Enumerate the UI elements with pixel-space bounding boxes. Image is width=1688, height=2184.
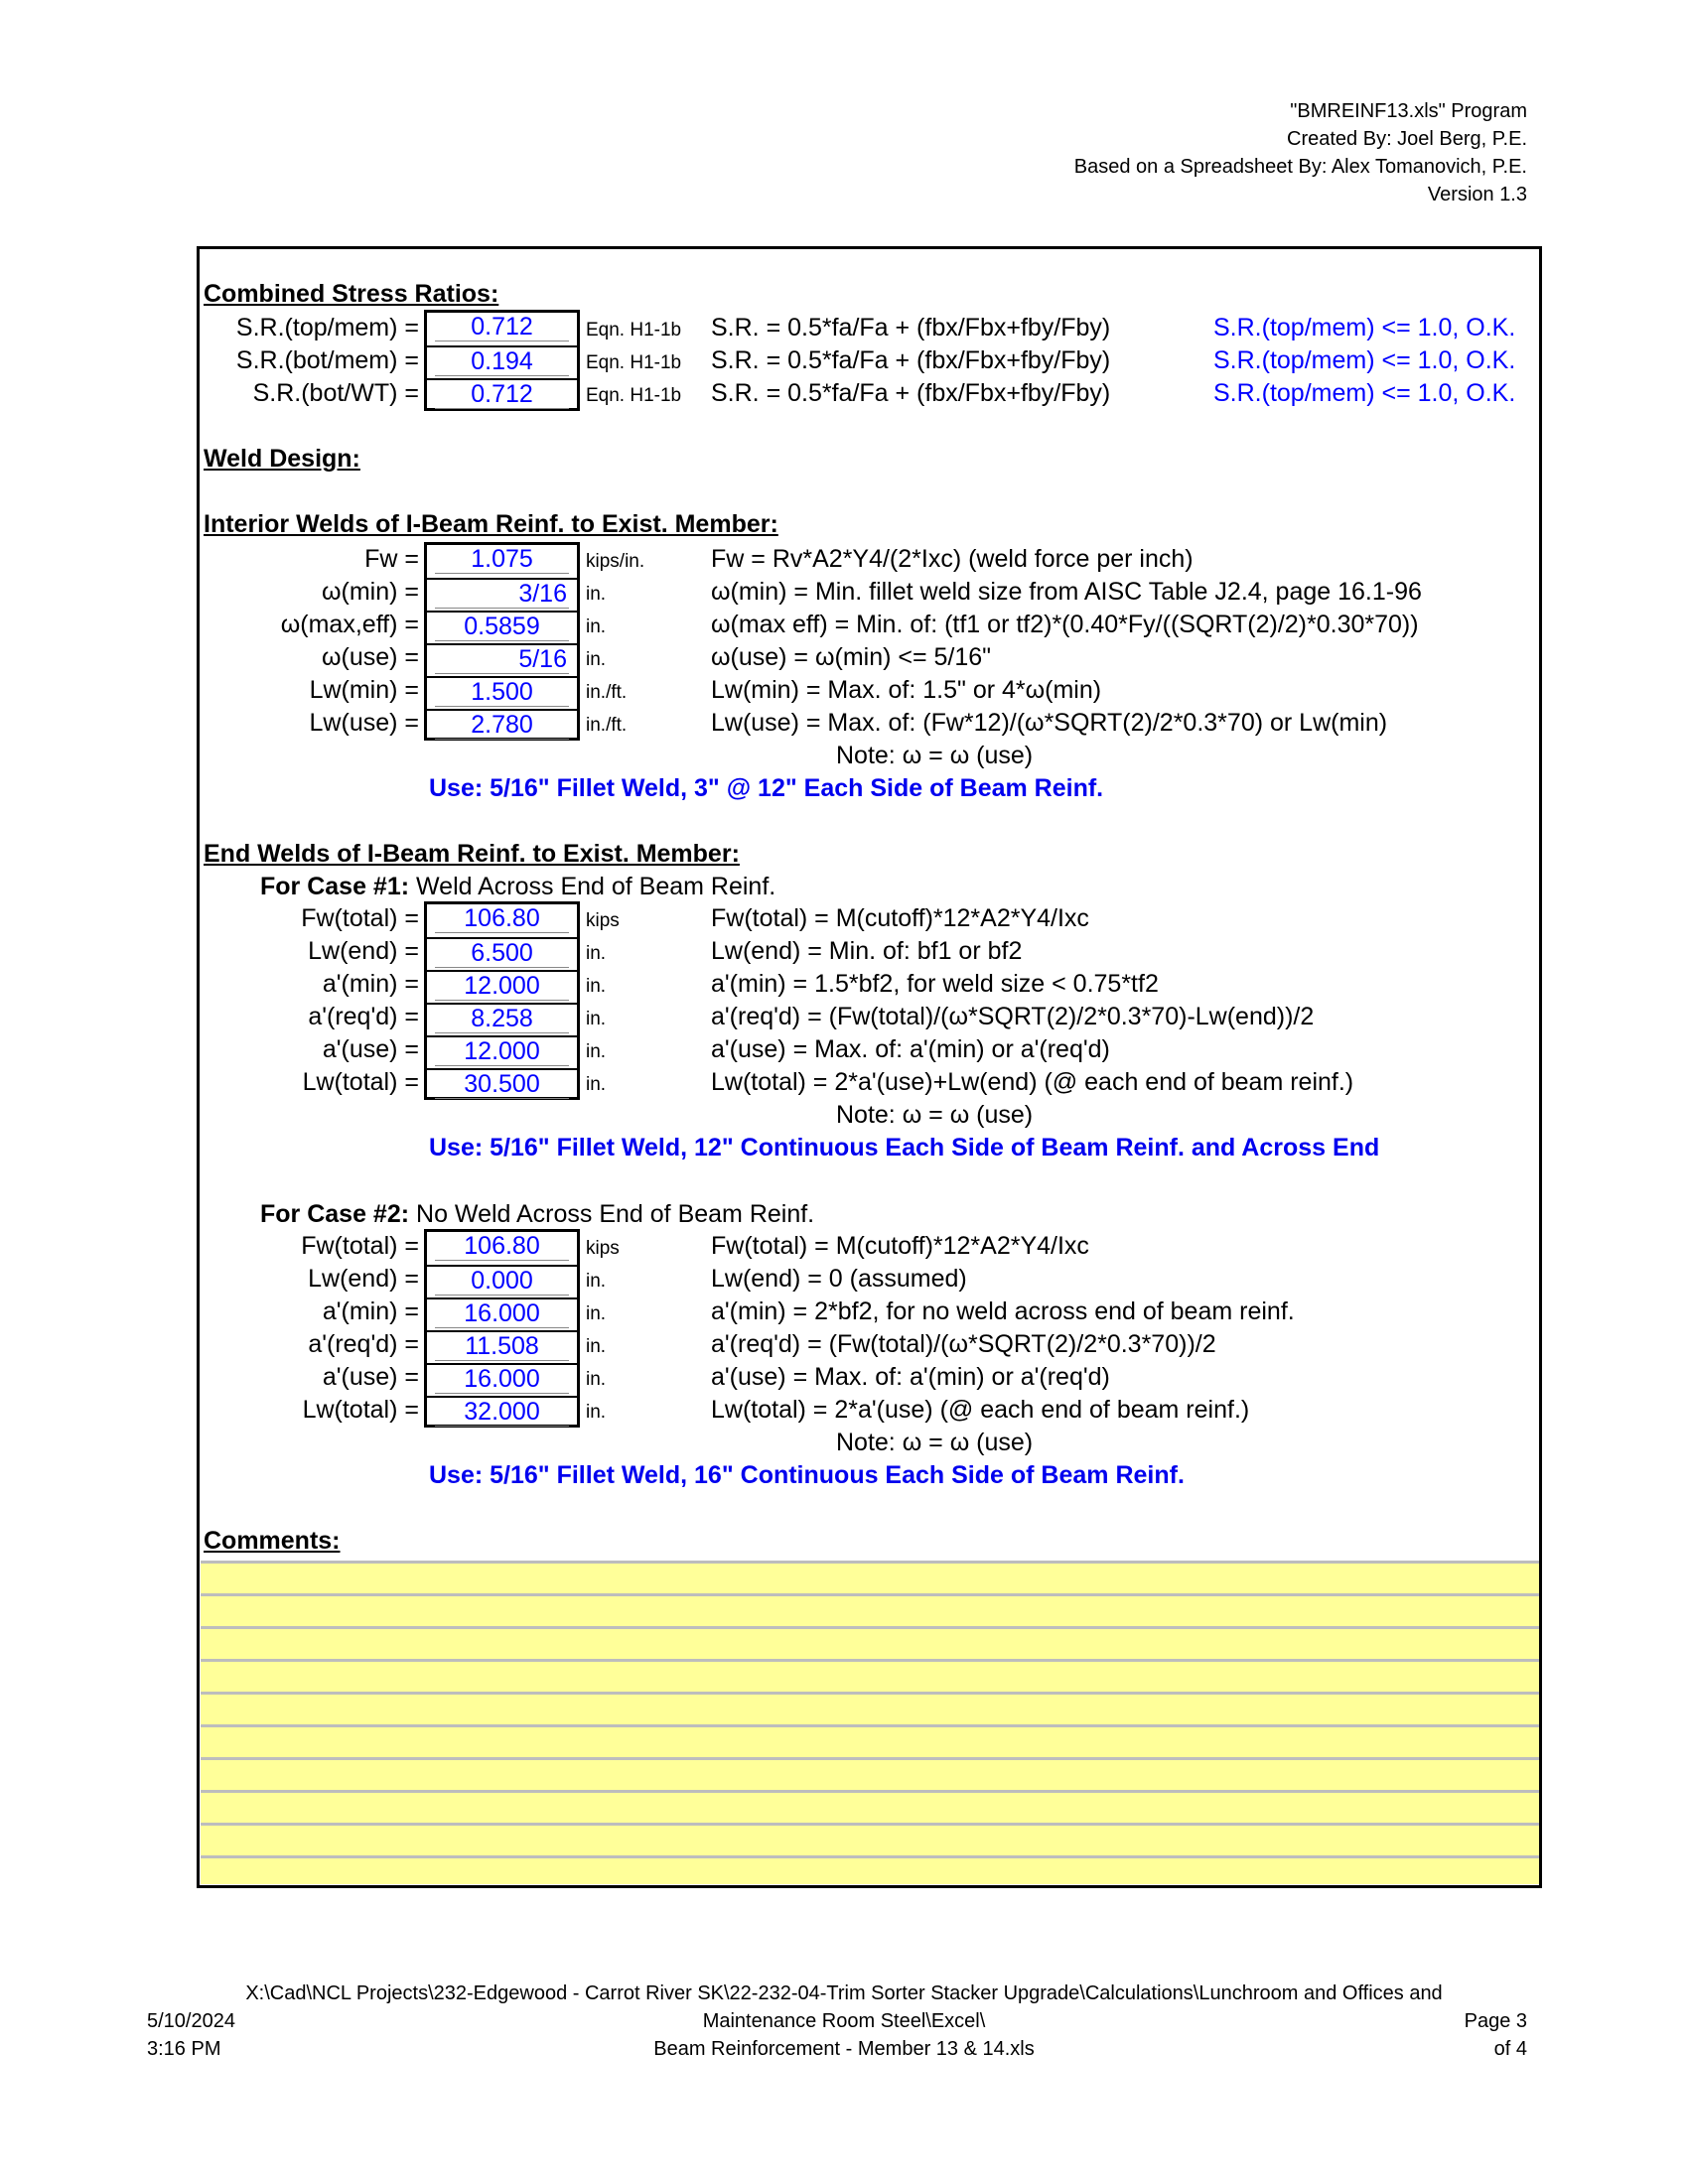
unit-label: in. xyxy=(586,1303,607,1324)
case-2-desc: No Weld Across End of Beam Reinf. xyxy=(416,1200,815,1228)
unit-label: kips xyxy=(586,1238,620,1259)
value-cell[interactable]: 8.258 xyxy=(435,1005,569,1033)
footer-path-line-3: Beam Reinforcement - Member 13 & 14.xls xyxy=(653,2038,1035,2060)
unit-label: in. xyxy=(586,1336,607,1357)
formula-text: Lw(total) = 2*a'(use) (@ each end of beam reinf.) xyxy=(711,1396,1250,1424)
row-label: Lw(use) = xyxy=(309,709,419,737)
formula-text: a'(use) = Max. of: a'(min) or a'(req'd) xyxy=(711,1035,1110,1063)
value-cell[interactable]: 12.000 xyxy=(435,972,569,1001)
value-cell[interactable]: 12.000 xyxy=(435,1037,569,1066)
row-label: ω(max,eff) = xyxy=(280,611,419,638)
eqn-ref: Eqn. H1-1b xyxy=(586,320,682,341)
formula-text: Fw = Rv*A2*Y4/(2*Ixc) (weld force per inch) xyxy=(711,545,1194,573)
footer-path-line-2: Maintenance Room Steel\Excel\ xyxy=(702,2010,986,2032)
program-name: "BMREINF13.xls" Program xyxy=(1290,100,1527,122)
unit-label: in. xyxy=(586,616,607,637)
row-label: ω(min) = xyxy=(322,578,419,606)
footer-path-line-1: X:\Cad\NCL Projects\232-Edgewood - Carrot River SK\22-232-04-Trim Sorter Stacker Upgrade\Calculations\Lunchroom and Offices and xyxy=(245,1982,1443,2004)
value-cell[interactable]: 2.780 xyxy=(435,711,569,740)
footer-page xyxy=(1465,2007,1527,2063)
formula-text: a'(req'd) = (Fw(total)/(ω*SQRT(2)/2*0.3*70)-Lw(end))/2 xyxy=(711,1003,1315,1030)
case-1-heading xyxy=(260,873,775,901)
unit-label: in. xyxy=(586,1009,607,1029)
unit-label: kips xyxy=(586,910,620,931)
formula-text: S.R. = 0.5*fa/Fa + (fbx/Fbx+fby/Fby) xyxy=(711,314,1111,341)
formula-text: ω(use) = ω(min) <= 5/16" xyxy=(711,643,992,671)
row-label: a'(min) = xyxy=(322,970,419,998)
unit-label: in. xyxy=(586,976,607,997)
section-title-weld-design: Weld Design: xyxy=(204,445,360,473)
interior-value-box xyxy=(424,542,580,741)
unit-label: kips/in. xyxy=(586,551,645,572)
row-label: a'(req'd) = xyxy=(308,1330,419,1358)
row-label: S.R.(bot/mem) = xyxy=(235,346,419,374)
row-label: a'(use) = xyxy=(322,1363,419,1391)
value-cell[interactable]: 5/16 xyxy=(435,645,569,674)
value-cell[interactable]: 0.000 xyxy=(435,1267,569,1296)
print-time: 3:16 PM xyxy=(147,2038,221,2060)
status-text: S.R.(top/mem) <= 1.0, O.K. xyxy=(1213,379,1516,407)
row-label: S.R.(top/mem) = xyxy=(235,314,419,341)
unit-label: in./ft. xyxy=(586,715,628,736)
value-cell[interactable]: 6.500 xyxy=(435,939,569,968)
value-cell[interactable]: 106.80 xyxy=(435,1232,569,1261)
formula-text: Lw(total) = 2*a'(use)+Lw(end) (@ each end of beam reinf.) xyxy=(711,1068,1354,1096)
eqn-ref: Eqn. H1-1b xyxy=(586,352,682,373)
use-statement: Use: 5/16" Fillet Weld, 3" @ 12" Each Side of Beam Reinf. xyxy=(429,774,1104,802)
formula-text: ω(min) = Min. fillet weld size from AISC Table J2.4, page 16.1-96 xyxy=(711,578,1422,606)
use-statement: Use: 5/16" Fillet Weld, 16" Continuous Each Side of Beam Reinf. xyxy=(429,1461,1185,1489)
value-cell[interactable]: 30.500 xyxy=(435,1070,569,1099)
unit-label: in. xyxy=(586,1041,607,1062)
row-label: a'(req'd) = xyxy=(308,1003,419,1030)
unit-label: in./ft. xyxy=(586,682,628,703)
value-cell[interactable]: 106.80 xyxy=(435,904,569,933)
unit-label: in. xyxy=(586,1074,607,1095)
note-text: Note: ω = ω (use) xyxy=(836,1429,1034,1456)
unit-label: in. xyxy=(586,943,607,964)
footer-date xyxy=(147,2007,235,2063)
value-cell[interactable]: 32.000 xyxy=(435,1398,569,1427)
author-line: Created By: Joel Berg, P.E. xyxy=(1287,128,1527,150)
unit-label: in. xyxy=(586,1369,607,1390)
status-text: S.R.(top/mem) <= 1.0, O.K. xyxy=(1213,314,1516,341)
case-2-label: For Case #2: xyxy=(260,1200,410,1228)
row-label: Fw(total) = xyxy=(301,1232,419,1260)
formula-text: a'(min) = 2*bf2, for no weld across end of beam reinf. xyxy=(711,1297,1295,1325)
version-line: Version 1.3 xyxy=(1427,184,1527,205)
row-label: Fw(total) = xyxy=(301,904,419,932)
formula-text: a'(req'd) = (Fw(total)/(ω*SQRT(2)/2*0.3*70))/2 xyxy=(711,1330,1216,1358)
section-title-interior-welds: Interior Welds of I-Beam Reinf. to Exist. Member: xyxy=(204,510,778,538)
row-label: Fw = xyxy=(364,545,419,573)
value-cell[interactable]: 0.5859 xyxy=(435,613,569,641)
case-1-desc: Weld Across End of Beam Reinf. xyxy=(416,873,776,900)
section-title-end-welds: End Welds of I-Beam Reinf. to Exist. Member: xyxy=(204,840,740,868)
use-statement: Use: 5/16" Fillet Weld, 12" Continuous Each Side of Beam Reinf. and Across End xyxy=(429,1134,1380,1161)
unit-label: in. xyxy=(586,584,607,605)
formula-text: Fw(total) = M(cutoff)*12*A2*Y4/Ixc xyxy=(711,904,1089,932)
row-label: Lw(end) = xyxy=(308,1265,419,1293)
formula-text: Lw(min) = Max. of: 1.5" or 4*ω(min) xyxy=(711,676,1102,704)
page-number: Page 3 xyxy=(1464,2010,1527,2032)
row-label: a'(use) = xyxy=(322,1035,419,1063)
formula-text: a'(use) = Max. of: a'(min) or a'(req'd) xyxy=(711,1363,1110,1391)
section-title-comments: Comments: xyxy=(204,1527,341,1555)
program-header xyxy=(1074,97,1527,208)
formula-text: Fw(total) = M(cutoff)*12*A2*Y4/Ixc xyxy=(711,1232,1089,1260)
value-cell[interactable]: 16.000 xyxy=(435,1299,569,1328)
formula-text: S.R. = 0.5*fa/Fa + (fbx/Fbx+fby/Fby) xyxy=(711,346,1111,374)
note-text: Note: ω = ω (use) xyxy=(836,1101,1034,1129)
row-label: Lw(min) = xyxy=(309,676,419,704)
value-cell[interactable]: 1.500 xyxy=(435,678,569,707)
formula-text: Lw(end) = 0 (assumed) xyxy=(711,1265,967,1293)
row-label: Lw(end) = xyxy=(308,937,419,965)
unit-label: in. xyxy=(586,649,607,670)
row-label: a'(min) = xyxy=(322,1297,419,1325)
case1-value-box xyxy=(424,901,580,1100)
case2-value-box xyxy=(424,1229,580,1428)
based-on-line: Based on a Spreadsheet By: Alex Tomanovich, P.E. xyxy=(1073,156,1527,178)
print-date: 5/10/2024 xyxy=(147,2010,235,2032)
value-cell[interactable]: 0.712 xyxy=(435,313,569,341)
combined-value-box xyxy=(424,310,580,411)
value-cell[interactable]: 16.000 xyxy=(435,1365,569,1394)
value-cell[interactable]: 3/16 xyxy=(435,580,569,609)
unit-label: in. xyxy=(586,1402,607,1423)
formula-text: ω(max eff) = Min. of: (tf1 or tf2)*(0.40*Fy/((SQRT(2)/2)*0.30*70)) xyxy=(711,611,1419,638)
formula-text: a'(min) = 1.5*bf2, for weld size < 0.75*tf2 xyxy=(711,970,1159,998)
page-total: of 4 xyxy=(1493,2038,1527,2060)
value-cell[interactable]: 1.075 xyxy=(435,545,569,574)
eqn-ref: Eqn. H1-1b xyxy=(586,385,682,406)
case-1-label: For Case #1: xyxy=(260,873,410,900)
section-title-combined: Combined Stress Ratios: xyxy=(204,280,499,308)
row-label: Lw(total) = xyxy=(302,1068,419,1096)
footer-path xyxy=(0,1979,1688,2063)
comments-area[interactable] xyxy=(201,1561,1539,1884)
note-text: Note: ω = ω (use) xyxy=(836,742,1034,769)
value-cell[interactable]: 11.508 xyxy=(435,1332,569,1361)
formula-text: Lw(end) = Min. of: bf1 or bf2 xyxy=(711,937,1023,965)
unit-label: in. xyxy=(586,1271,607,1292)
formula-text: S.R. = 0.5*fa/Fa + (fbx/Fbx+fby/Fby) xyxy=(711,379,1111,407)
row-label: S.R.(bot/WT) = xyxy=(252,379,419,407)
formula-text: Lw(use) = Max. of: (Fw*12)/(ω*SQRT(2)/2*0.3*70) or Lw(min) xyxy=(711,709,1388,737)
value-cell[interactable]: 0.194 xyxy=(435,347,569,376)
case-2-heading xyxy=(260,1200,814,1229)
row-label: ω(use) = xyxy=(321,643,419,671)
value-cell[interactable]: 0.712 xyxy=(435,380,569,409)
row-label: Lw(total) = xyxy=(302,1396,419,1424)
status-text: S.R.(top/mem) <= 1.0, O.K. xyxy=(1213,346,1516,374)
